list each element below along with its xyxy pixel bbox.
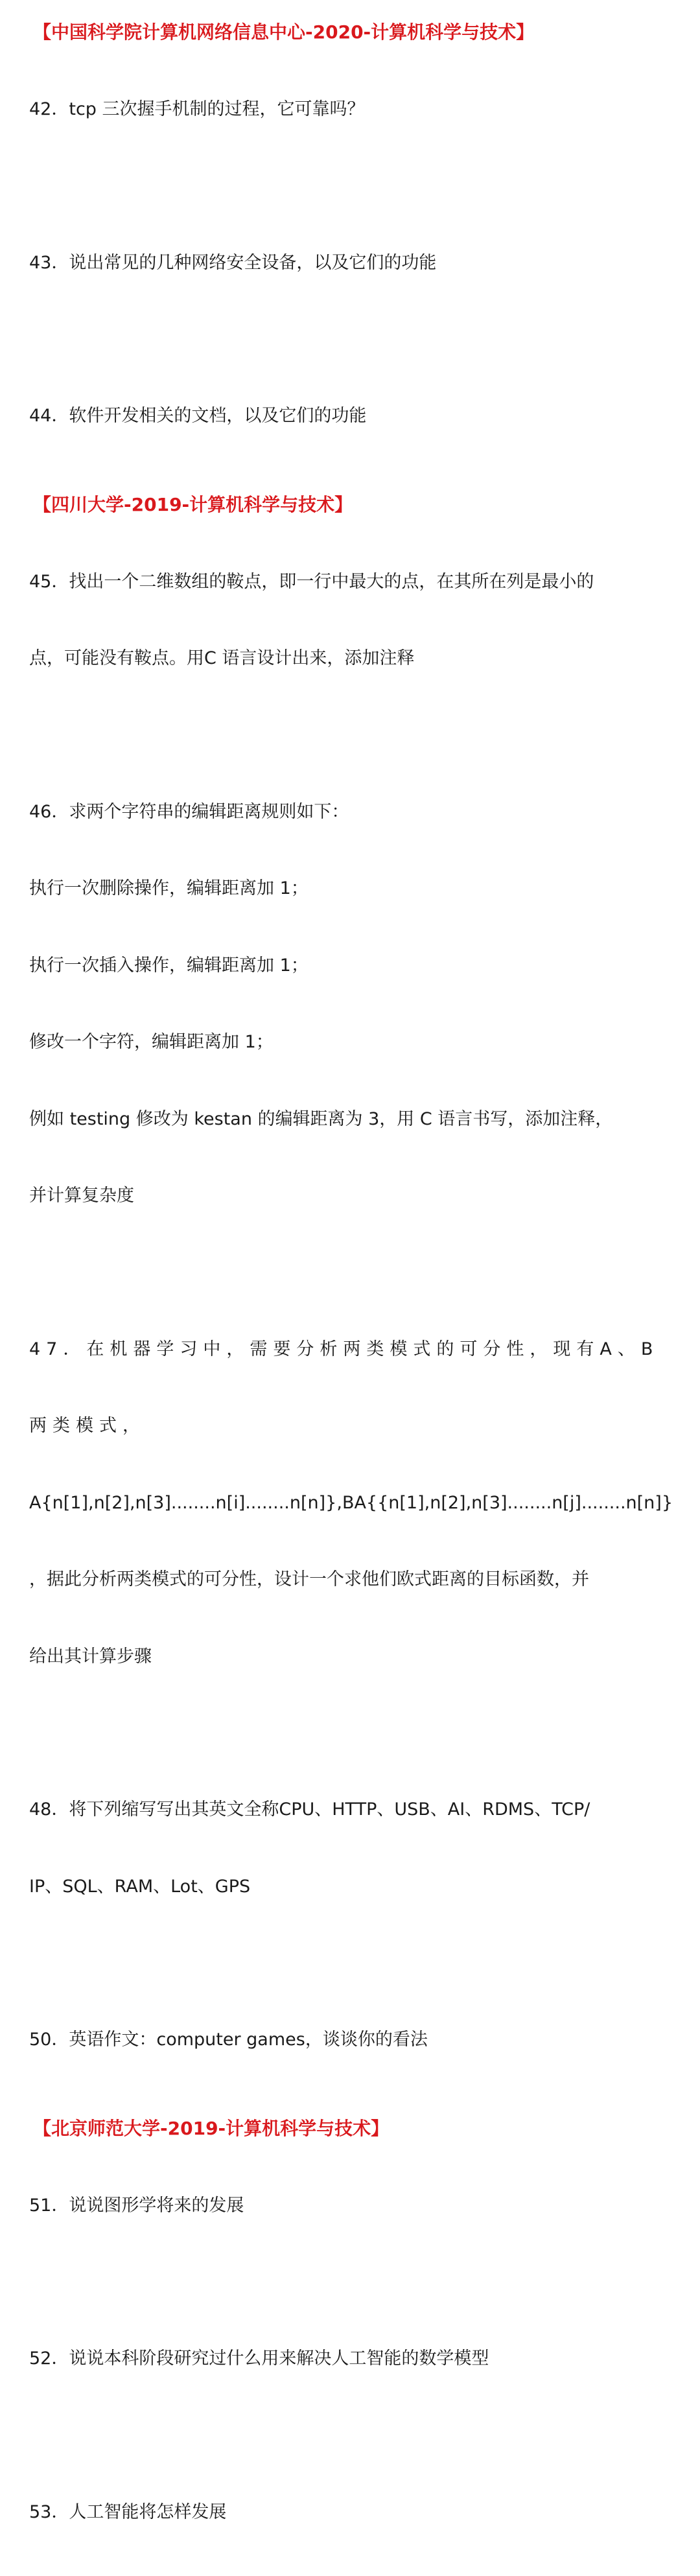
question-53	[29, 2448, 661, 2576]
question-45	[29, 518, 661, 723]
question-47	[29, 1285, 661, 1721]
question-line: 并计算复杂度	[29, 1183, 661, 1209]
question-line: 53．人工智能将怎样发展	[29, 2500, 661, 2525]
question-50	[29, 1976, 661, 2104]
question-line: A{n[1],n[2],n[3]........n[i]........n[n]},BA{{n[1],n[2],n[3]........n[j]........n[n]}	[29, 1490, 661, 1516]
question-52	[29, 2295, 661, 2423]
question-line: 执行一次插入操作，编辑距离加 1；	[29, 953, 661, 979]
question-48	[29, 1746, 661, 1950]
section-header: 【四川大学-2019-计算机科学与技术】	[33, 492, 661, 518]
question-42	[29, 45, 661, 174]
question-line: 48．将下列缩写写出其英文全称CPU、HTTP、USB、AI、RDMS、TCP/	[29, 1797, 661, 1823]
question-line: 50．英语作文：computer games，谈谈你的看法	[29, 2027, 661, 2053]
question-line: ，据此分析两类模式的可分性，设计一个求他们欧式距离的目标函数，并	[29, 1567, 661, 1593]
section-cas-cnic-2020	[29, 19, 661, 480]
question-line: 修改一个字符，编辑距离加 1；	[29, 1029, 661, 1055]
question-line: 52．说说本科阶段研究过什么用来解决人工智能的数学模型	[29, 2346, 661, 2372]
question-line: 51．说说图形学将来的发展	[29, 2193, 661, 2219]
question-46	[29, 748, 661, 1260]
question-line: 点，可能没有鞍点。用C 语言设计出来，添加注释	[29, 646, 661, 672]
question-51	[29, 2142, 661, 2270]
section-scu-2019	[29, 492, 661, 2104]
question-line: IP、SQL、RAM、Lot、GPS	[29, 1874, 661, 1900]
question-line: 两类模式，	[29, 1413, 661, 1439]
section-bnu-2019	[29, 2116, 661, 2576]
document-page	[0, 0, 700, 935]
question-line: 47．在机器学习中，需要分析两类模式的可分性，现有A、B	[29, 1337, 661, 1363]
question-43	[29, 199, 661, 327]
section-header: 【中国科学院计算机网络信息中心-2020-计算机科学与技术】	[33, 19, 661, 45]
question-44	[29, 352, 661, 480]
question-line: 45．找出一个二维数组的鞍点，即一行中最大的点，在其所在列是最小的	[29, 569, 661, 595]
question-line: 44．软件开发相关的文档，以及它们的功能	[29, 403, 661, 429]
section-header: 【北京师范大学-2019-计算机科学与技术】	[33, 2116, 661, 2142]
question-line: 43．说出常见的几种网络安全设备，以及它们的功能	[29, 250, 661, 276]
question-line: 例如 testing 修改为 kestan 的编辑距离为 3，用 C 语言书写，添加注释，	[29, 1107, 661, 1132]
question-line: 42．tcp 三次握手机制的过程，它可靠吗？	[29, 97, 661, 123]
question-line: 46．求两个字符串的编辑距离规则如下：	[29, 799, 661, 825]
question-line: 给出其计算步骤	[29, 1644, 661, 1670]
question-line: 执行一次删除操作，编辑距离加 1；	[29, 876, 661, 902]
